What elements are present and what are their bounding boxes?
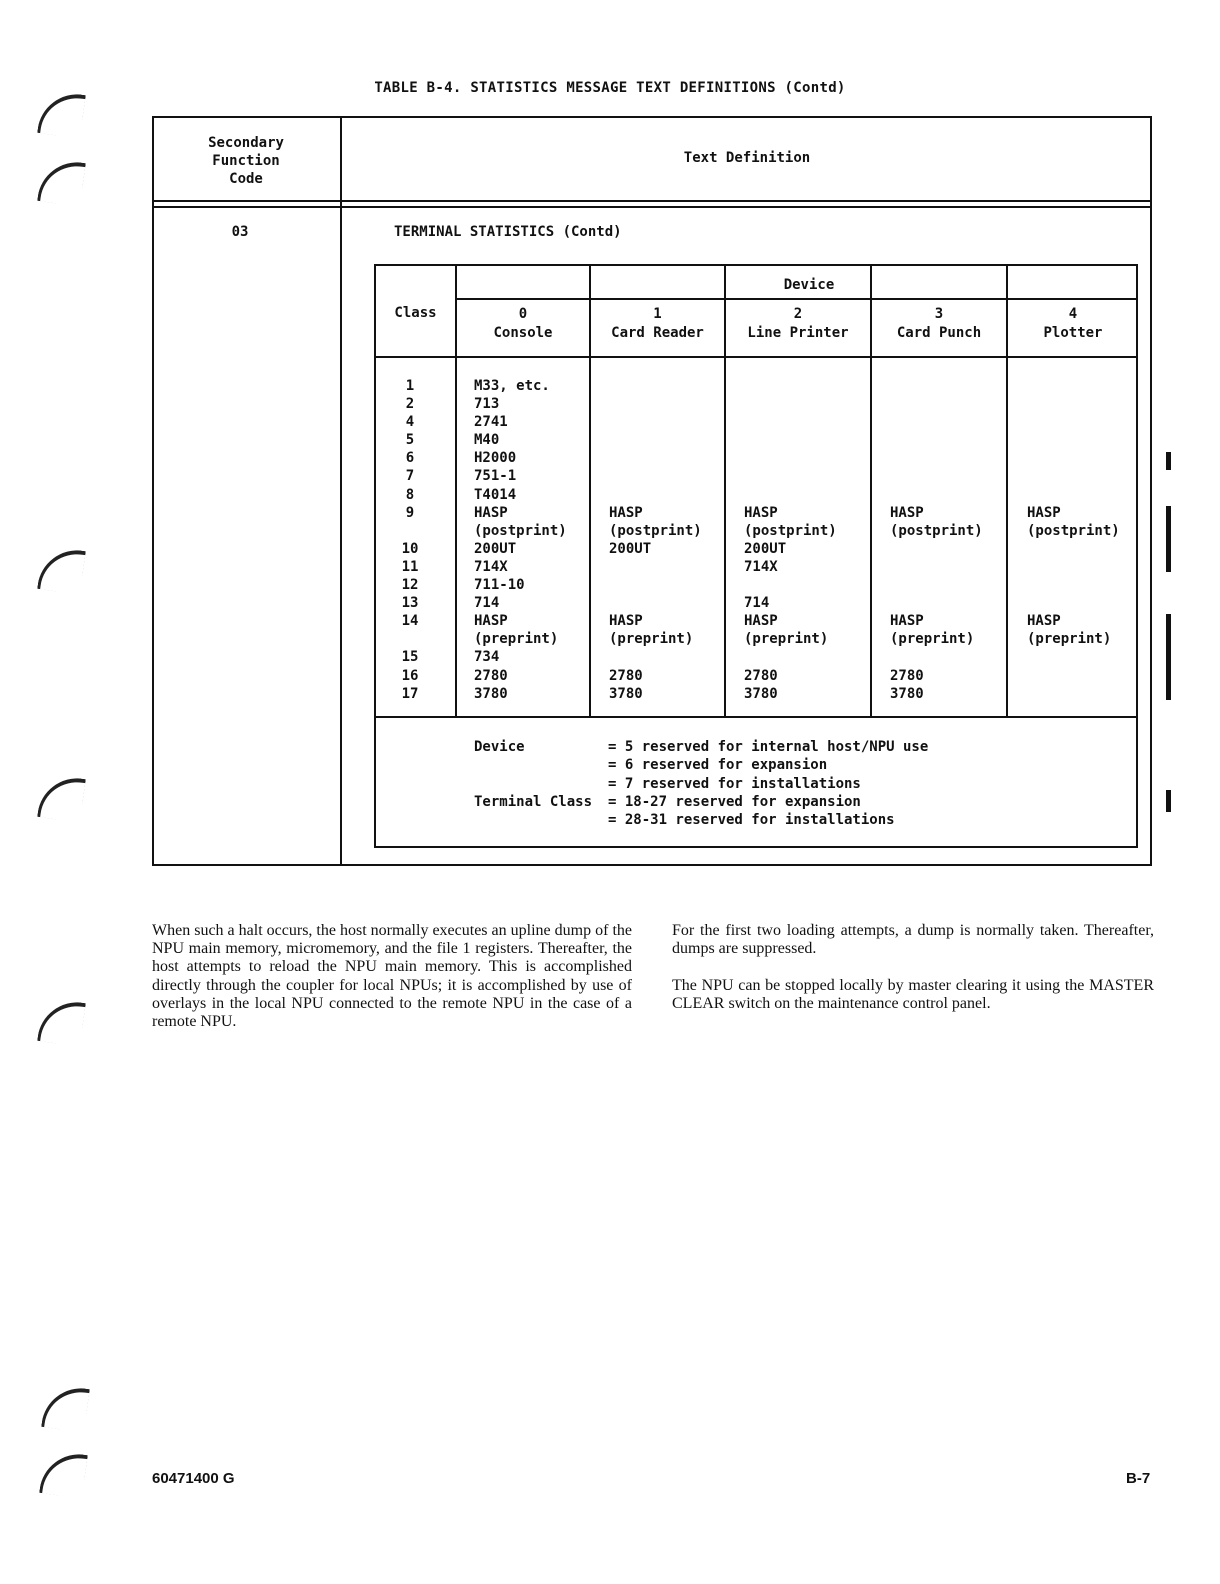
- notes-values: = 5 reserved for internal host/NPU use = 6 reserved for expansion = 7 reserved for installations = 18-27 reserved for expansion = 28-31 reserved for installations: [608, 739, 929, 829]
- plotter-column: HASP (postprint) HASP (preprint): [1027, 504, 1120, 648]
- card-reader-column: HASP (postprint) 200UT HASP (preprint) 2780 3780: [609, 504, 702, 702]
- change-bar: [1166, 790, 1171, 812]
- binder-hole: [39, 1449, 88, 1499]
- column-header-card-punch: 3 Card Punch: [896, 306, 982, 341]
- binder-hole: [37, 157, 86, 207]
- binder-hole: [37, 545, 86, 595]
- binder-hole: [41, 1383, 90, 1433]
- notes-labels: Device Terminal Class: [474, 739, 593, 810]
- column-header-plotter: 4 Plotter: [1043, 306, 1103, 341]
- page-title: TABLE B-4. STATISTICS MESSAGE TEXT DEFINITIONS (Contd): [374, 80, 846, 96]
- column-header-console: 0 Console: [493, 306, 553, 341]
- header-rule: [152, 206, 1152, 208]
- row-divider: [374, 356, 1138, 358]
- body-paragraph: For the first two loading attempts, a dump is normally taken. Thereafter, dumps are suppressed.: [672, 922, 1154, 958]
- card-punch-column: HASP (postprint) HASP (preprint) 2780 3780: [890, 504, 983, 702]
- binder-hole: [37, 997, 86, 1047]
- function-code: 03: [231, 224, 249, 240]
- outer-table-divider: [340, 116, 342, 866]
- class-label: Class: [394, 305, 437, 321]
- column-header-line-printer: 2 Line Printer: [747, 306, 849, 341]
- change-bar: [1166, 506, 1171, 572]
- header-text-definition: Text Definition: [683, 150, 811, 166]
- body-paragraph: The NPU can be stopped locally by master clearing it using the MASTER CLEAR switch on the maintenance control panel.: [672, 977, 1154, 1013]
- console-column: M33, etc. 713 2741 M40 H2000 751-1 T4014 HASP (postprint) 200UT 714X 711-10 714 HASP (preprint) 734 2780 3780: [474, 378, 567, 702]
- binder-hole: [37, 773, 86, 823]
- binder-hole: [37, 89, 86, 139]
- change-bar: [1166, 614, 1171, 700]
- body-paragraph: When such a halt occurs, the host normally executes an upline dump of the NPU main memory, micromemory, and the file 1 registers. Thereafter, the host attempts to reload the NPU main memory. This is accomplished directly through the coupler for local NPUs; it is accomplished by use of overlays in the local NPU connected to the remote NPU in the case of a remote NPU.: [152, 922, 632, 1031]
- line-printer-column: HASP (postprint) 200UT 714X 714 HASP (preprint) 2780 3780: [744, 504, 837, 702]
- class-column: 1 2 4 5 6 7 8 9 10 11 12 13 14 15 16 17: [401, 378, 419, 702]
- header-secondary-function-code: Secondary Function Code: [208, 135, 284, 187]
- row-divider: [374, 716, 1138, 718]
- device-label: Device: [783, 277, 835, 293]
- page-number: B-7: [1126, 1470, 1151, 1487]
- row-divider: [455, 298, 1138, 300]
- section-title: TERMINAL STATISTICS (Contd): [394, 224, 622, 240]
- header-rule: [152, 200, 1152, 202]
- change-bar: [1166, 452, 1171, 470]
- document-number: 60471400 G: [152, 1470, 235, 1487]
- column-header-card-reader: 1 Card Reader: [611, 306, 704, 341]
